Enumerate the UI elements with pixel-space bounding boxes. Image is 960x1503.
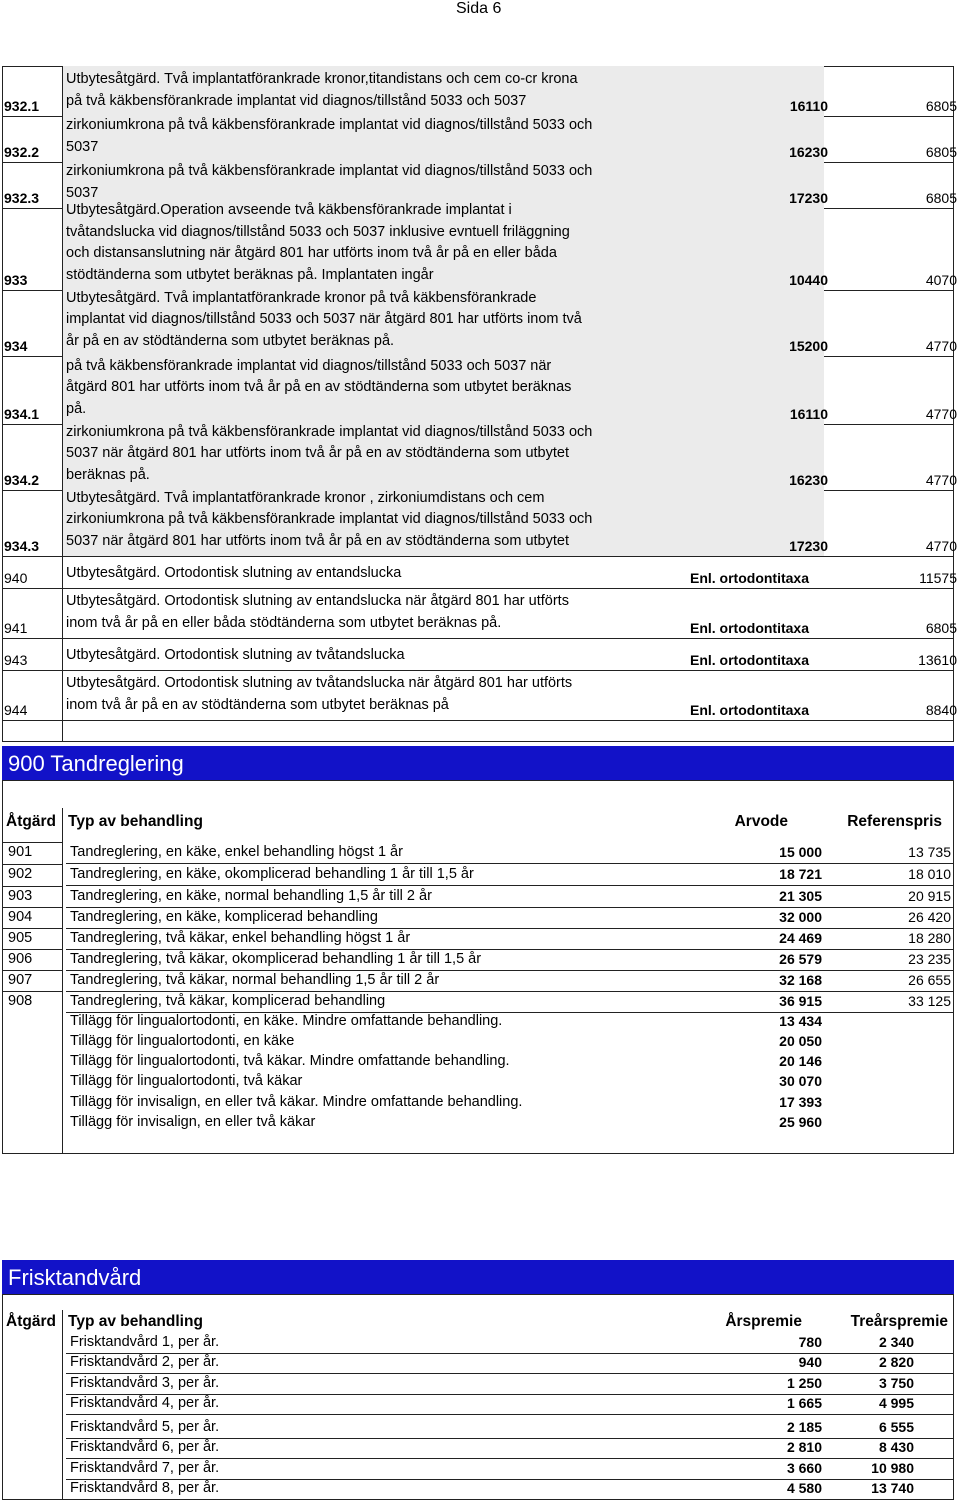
row-code: 943 [4,652,28,668]
row-description [66,645,686,667]
treatment-fee: 20 050 [779,1033,822,1049]
premium-row [2,1438,954,1458]
annual-premium: 940 [798,1354,822,1370]
treatment-row [2,908,954,928]
fee-value: 17230 [789,538,828,554]
description-line: implantat vid diagnos/tillstånd 5033 och 5037 när åtgärd 801 har utförts inom två [66,311,582,327]
row-description [66,488,686,553]
treatment-description: Tillägg för lingualortodonti, två käkar [70,1073,303,1089]
treatment-fee: 32 168 [779,972,822,988]
three-year-premium: 4 995 [878,1395,914,1411]
treatment-reference-price: 33 125 [908,993,951,1009]
treatment-row [2,929,954,949]
treatment-row [2,992,954,1012]
reference-price: 8840 [925,702,957,718]
header-code: Åtgärd [6,1313,56,1330]
row-code: 934.2 [4,472,40,488]
treatment-reference-price: 18 280 [908,930,951,946]
column-divider [62,808,63,1154]
reference-price: 4770 [925,538,957,554]
treatment-fee: 21 305 [779,888,822,904]
premium-description: Frisktandvård 2, per år. [70,1354,220,1370]
row-divider [2,949,62,950]
treatment-row [2,1072,954,1092]
row-code: 934.3 [4,538,40,554]
three-year-premium: 3 750 [878,1375,914,1391]
reference-price: 6805 [925,144,957,160]
description-line: 5037 [66,138,99,155]
reference-price: 6805 [925,190,957,206]
three-year-premium: 6 555 [878,1419,914,1435]
row-code: 932.2 [4,144,40,160]
treatment-fee: 30 070 [779,1073,822,1089]
row-divider [2,556,954,557]
annual-premium: 4 580 [786,1480,822,1496]
description-line: tvåtandslucka vid diagnos/tillstånd 5033 och 5037 inklusive evntuell friläggning [66,223,570,240]
header-code: Åtgärd [6,813,56,830]
premium-row [2,1479,954,1499]
premium-row [2,1353,954,1373]
description-line: Utbytesåtgärd.Operation avseende två käkbensförankrade implantat i [66,202,512,218]
treatment-fee: 20 146 [779,1053,822,1069]
annual-premium: 1 250 [786,1375,822,1391]
treatment-description: Tandreglering, två käkar, okomplicerad behandling 1 år till 1,5 år [70,951,482,967]
treatment-row [2,1113,954,1133]
treatment-reference-price: 26 420 [908,909,951,925]
treatment-description: Tandreglering, två käkar, enkel behandling högst 1 år [70,930,411,946]
premium-row [2,1333,954,1353]
fee-value: 16110 [789,406,828,422]
row-description [66,69,686,112]
row-description [66,115,686,158]
treatment-description: Tandreglering, en käke, normal behandling 1,5 år till 2 år [70,888,432,904]
treatment-row [2,1093,954,1113]
annual-premium: 2 810 [786,1439,822,1455]
treatment-code: 904 [8,909,33,925]
three-year-premium: 10 980 [871,1460,914,1476]
description-line: Utbytesåtgärd. Ortodontisk slutning av tvåtandslucka [66,646,405,663]
section-banner-frisktandvard [2,1260,954,1294]
treatment-fee: 26 579 [779,951,822,967]
description-line: på. [66,400,87,417]
description-line: Utbytesåtgärd. Ortodontisk slutning av entandslucka [66,564,402,581]
header-ref: Treårspremie [850,1313,948,1330]
treatment-code: 906 [8,951,33,967]
header-ref: Referenspris [847,813,942,830]
row-code: 933 [4,272,28,288]
premium-description: Frisktandvård 6, per år. [70,1439,220,1455]
row-divider [66,863,954,864]
row-divider [2,970,62,971]
reference-price: 4070 [925,272,957,288]
description-line: Utbytesåtgärd. Två implantatförankrade kronor , zirkoniumdistans och cem [66,489,545,506]
row-description [66,161,686,204]
premium-description: Frisktandvård 8, per år. [70,1480,220,1496]
row-code: 944 [4,702,28,718]
row-code: 941 [4,620,28,636]
fee-note: Enl. ortodontitaxa [690,570,809,586]
treatment-row [2,1012,954,1032]
description-line: på två käkbensförankrade implantat vid diagnos/tillstånd 5033 och 5037 när [66,357,552,374]
row-description [66,422,686,487]
description-line: inom två år på en eller båda stödtänderna som utbytet beräknas på. [66,614,502,631]
annual-premium: 780 [798,1334,822,1350]
reference-price: 4770 [925,338,957,354]
reference-price: 6805 [925,620,957,636]
description-line: Utbytesåtgärd. Ortodontisk slutning av tvåtandslucka när åtgärd 801 har utförts [66,675,573,691]
treatment-description: Tandreglering, två käkar, komplicerad behandling [70,993,386,1009]
page-number: Sida 6 [456,0,502,17]
description-line: Utbytesåtgärd. Ortodontisk slutning av entandslucka när åtgärd 801 har utförts [66,593,569,609]
treatment-row [2,865,954,885]
treatment-reference-price: 13 735 [908,844,951,860]
description-line: zirkoniumkrona på två käkbensförankrade implantat vid diagnos/tillstånd 5033 och [66,163,593,179]
fee-value: 17230 [789,190,828,206]
header-fee: Arvode [734,813,788,830]
description-line: år på en av stödtänderna som utbytet beräknas på. [66,332,395,349]
treatment-reference-price: 26 655 [908,972,951,988]
treatment-row [2,887,954,907]
treatment-description: Tillägg för lingualortodonti, en käke [70,1033,295,1049]
row-description [66,563,686,585]
reference-price: 11575 [919,570,957,586]
fee-value: 16110 [789,98,828,114]
treatment-row [2,1052,954,1072]
annual-premium: 3 660 [786,1460,822,1476]
treatment-fee: 18 721 [779,866,822,882]
description-line: Utbytesåtgärd. Två implantatförankrade kronor,titandistans och cem co-cr krona [66,71,578,87]
fee-note: Enl. ortodontitaxa [690,620,809,636]
reference-price: 13610 [918,652,957,668]
row-description [66,200,686,286]
treatment-row [2,950,954,970]
premium-row [2,1418,954,1438]
reference-price: 4770 [925,406,957,422]
row-divider [2,928,62,929]
row-divider [2,886,62,887]
description-line: zirkoniumkrona på två käkbensförankrade implantat vid diagnos/tillstånd 5033 och [66,117,593,133]
treatment-code: 902 [8,866,33,882]
row-divider [2,907,62,908]
treatment-fee: 36 915 [779,993,822,1009]
description-line: stödtänderna som utbytet beräknas på. Implantaten ingår [66,266,434,283]
premium-description: Frisktandvård 1, per år. [70,1334,220,1350]
three-year-premium: 13 740 [871,1480,914,1496]
section-banner-tandreglering [2,746,954,780]
treatment-description: Tandreglering, en käke, okomplicerad behandling 1 år till 1,5 år [70,866,474,882]
row-divider [2,842,62,843]
description-line: åtgärd 801 har utförts inom två år på en av stödtänderna som utbytet beräknas [66,379,572,395]
fee-note: Enl. ortodontitaxa [690,702,809,718]
treatment-code: 908 [8,993,33,1009]
treatment-fee: 24 469 [779,930,822,946]
premium-description: Frisktandvård 3, per år. [70,1375,220,1391]
description-line: Utbytesåtgärd. Två implantatförankrade kronor på två käkbensförankrade [66,289,537,306]
treatment-description: Tandreglering, en käke, enkel behandling högst 1 år [70,844,403,860]
treatment-code: 905 [8,930,33,946]
reference-price: 4770 [925,472,957,488]
column-divider [62,1310,63,1500]
treatment-description: Tillägg för lingualortodonti, en käke. Mindre omfattande behandling. [70,1013,503,1029]
treatment-description: Tillägg för invisalign, en eller två käkar [70,1114,316,1130]
row-code: 934.1 [4,406,40,422]
treatment-reference-price: 20 915 [908,888,951,904]
treatment-row [2,843,954,863]
fee-note: Enl. ortodontitaxa [690,652,809,668]
description-line: 5037 [66,184,99,201]
treatment-fee: 32 000 [779,909,822,925]
row-code: 934 [4,338,28,354]
three-year-premium: 8 430 [878,1439,914,1455]
fee-value: 16230 [789,472,828,488]
description-line: zirkoniumkrona på två käkbensförankrade implantat vid diagnos/tillstånd 5033 och [66,423,593,440]
description-line: beräknas på. [66,466,150,483]
treatment-description: Tandreglering, en käke, komplicerad behandling [70,909,378,925]
treatment-fee: 15 000 [779,844,822,860]
row-description [66,288,686,353]
treatment-row [2,1032,954,1052]
premium-description: Frisktandvård 4, per år. [70,1395,220,1411]
premium-description: Frisktandvård 5, per år. [70,1419,220,1435]
description-line: på två käkbensförankrade implantat vid diagnos/tillstånd 5033 och 5037 [66,92,527,109]
treatment-reference-price: 23 235 [908,951,951,967]
row-code: 940 [4,570,28,586]
section-title: 900 Tandreglering [8,751,184,776]
premium-row [2,1394,954,1414]
treatment-fee: 25 960 [779,1114,822,1130]
premium-description: Frisktandvård 7, per år. [70,1460,220,1476]
row-divider [2,720,954,721]
fee-value: 16230 [789,144,828,160]
row-divider [2,638,954,639]
three-year-premium: 2 820 [878,1354,914,1370]
treatment-description: Tillägg för invisalign, en eller två käkar. Mindre omfattande behandling. [70,1094,523,1110]
description-line: 5037 när åtgärd 801 har utförts inom två år på en av stödtänderna som utbytet [66,445,569,461]
section-title: Frisktandvård [8,1265,142,1290]
description-line: 5037 när åtgärd 801 har utförts inom två år på en av stödtänderna som utbytet [66,532,569,549]
row-description [66,591,686,634]
treatment-description: Tillägg för lingualortodonti, två käkar. Mindre omfattande behandling. [70,1053,510,1069]
row-divider [2,991,62,992]
annual-premium: 2 185 [786,1419,822,1435]
treatment-code: 907 [8,972,33,988]
row-divider [66,1414,954,1415]
treatment-row [2,971,954,991]
treatment-description: Tandreglering, två käkar, normal behandling 1,5 år till 2 år [70,972,440,988]
description-line: och distansanslutning när åtgärd 801 har utförts inom två år på en eller båda [66,245,557,261]
header-type: Typ av behandling [68,813,203,830]
treatment-code: 901 [8,844,33,860]
treatment-code: 903 [8,888,33,904]
row-code: 932.3 [4,190,40,206]
fee-value: 10440 [789,272,828,288]
premium-row [2,1374,954,1394]
description-line: zirkoniumkrona på två käkbensförankrade implantat vid diagnos/tillstånd 5033 och [66,511,593,527]
description-line: inom två år på en av stödtänderna som utbytet beräknas på [66,696,449,713]
row-divider [66,885,954,886]
row-divider [66,1499,954,1500]
treatment-reference-price: 18 010 [908,866,951,882]
annual-premium: 1 665 [786,1395,822,1411]
header-type: Typ av behandling [68,1313,203,1330]
three-year-premium: 2 340 [878,1334,914,1350]
premium-row [2,1459,954,1479]
reference-price: 6805 [925,98,957,114]
row-description [66,356,686,421]
row-description [66,673,686,716]
row-divider [2,864,62,865]
row-code: 932.1 [4,98,40,114]
fee-value: 15200 [789,338,828,354]
header-fee: Årspremie [725,1313,802,1330]
treatment-fee: 13 434 [779,1013,822,1029]
treatment-fee: 17 393 [779,1094,822,1110]
